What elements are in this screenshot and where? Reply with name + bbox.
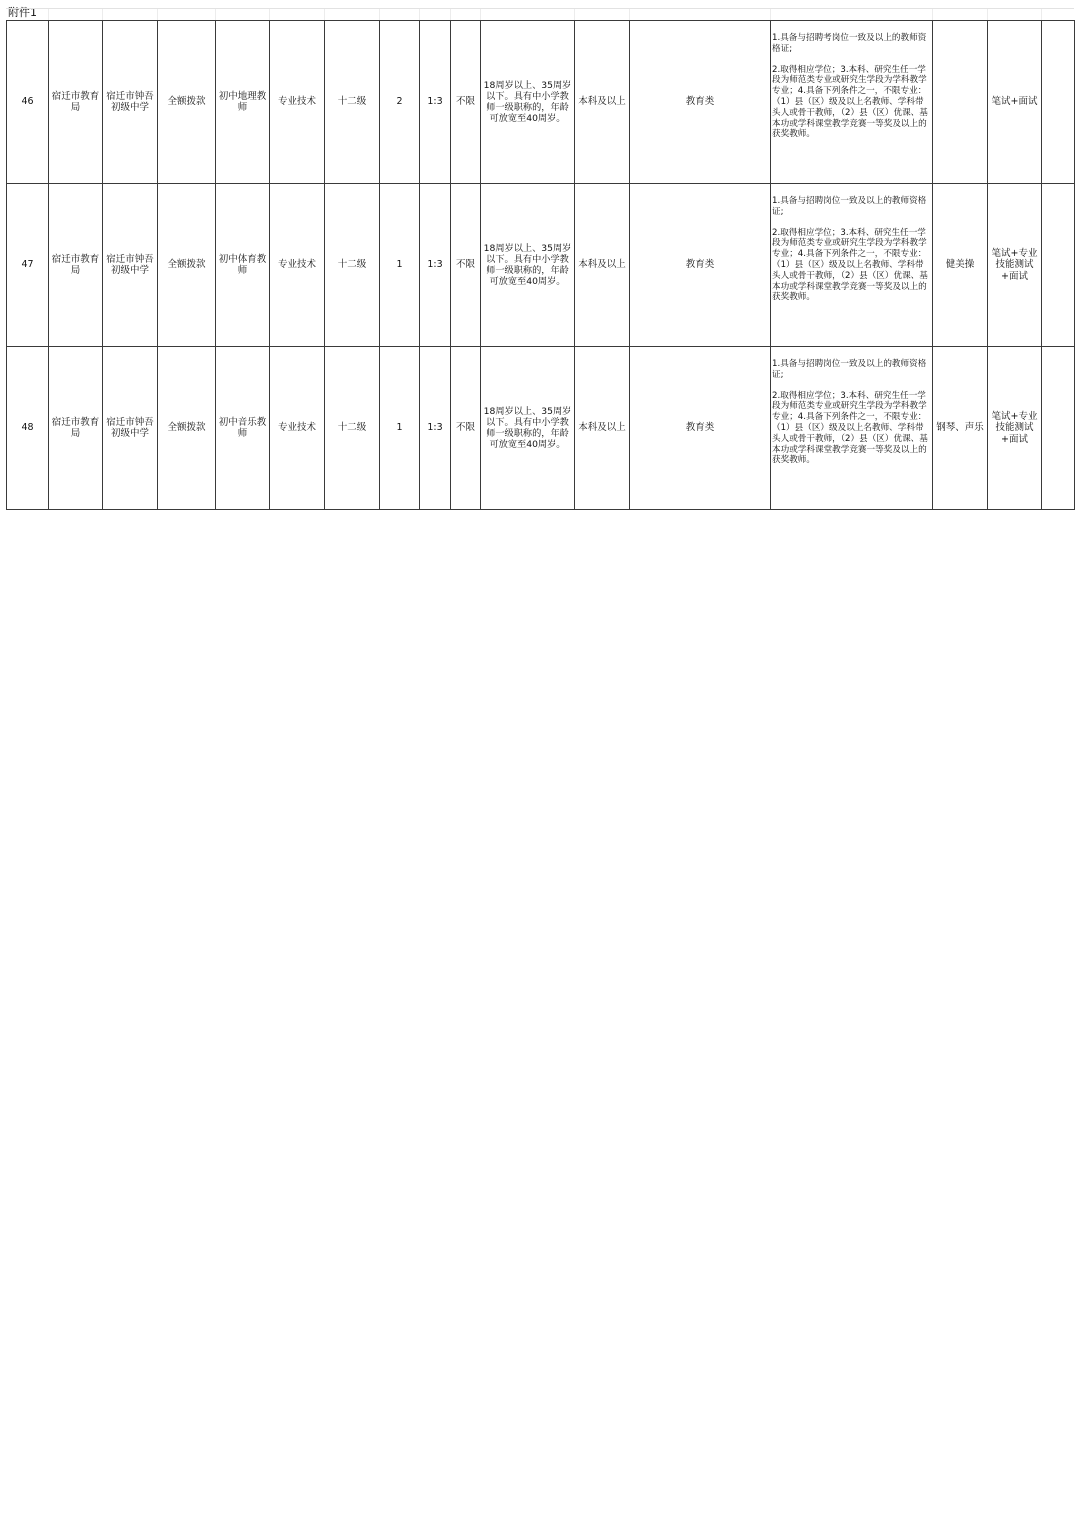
funding-type: 全额拨款 [158, 184, 216, 347]
education-requirement: 本科及以上 [575, 347, 630, 510]
employer-unit: 宿迁市钟吾初级中学 [103, 184, 158, 347]
applicant-limit: 不限 [451, 347, 481, 510]
department: 宿迁市教育局 [49, 21, 103, 184]
remarks [1042, 21, 1075, 184]
education-requirement: 本科及以上 [575, 21, 630, 184]
post-level: 十二级 [325, 21, 380, 184]
table-row [7, 184, 1075, 347]
requirement-item: 1.具备与招聘考岗位一致及以上的教师资格证; [772, 33, 927, 54]
requirement-item: 1.具备与招聘岗位一致及以上的教师资格证; [772, 359, 927, 380]
remarks [1042, 347, 1075, 510]
requirement-item: 2.取得相应学位；3.本科、研究生任一学段为师范类专业或研究生学段为学科教学专业；4.具备下列条件之一，不限专业：（1）县（区）级及以上名教师、学科带头人或骨干教师，（2）县（区）优课、基本功或学科课堂教学竞赛一等奖及以上的获奖教师。 [772, 390, 928, 466]
education-requirement: 本科及以上 [575, 184, 630, 347]
department: 宿迁市教育局 [49, 184, 103, 347]
exam-ratio: 1:3 [420, 21, 451, 184]
post-category: 专业技术 [270, 21, 325, 184]
row-number: 46 [7, 21, 49, 184]
exam-method: 笔试+专业技能测试+面试 [988, 184, 1042, 347]
requirement-item: 2.取得相应学位；3.本科、研究生任一学段为师范类专业或研究生学段为学科教学专业；4.具备下列条件之一，不限专业：（1）县（区）级及以上名教师、学科带头人或骨干教师，（2）县（区）优课、基本功或学科课堂教学竞赛一等奖及以上的获奖教师。 [772, 64, 928, 140]
exam-ratio: 1:3 [420, 347, 451, 510]
post-category: 专业技术 [270, 347, 325, 510]
requirement-item: 1.具备与招聘岗位一致及以上的教师资格证; [772, 196, 927, 217]
skill-test-item: 钢琴、声乐 [933, 347, 988, 510]
other-requirements [771, 21, 933, 184]
post-level: 十二级 [325, 184, 380, 347]
post-name: 初中音乐教师 [216, 347, 270, 510]
skill-test-item: 健美操 [933, 184, 988, 347]
table-row [7, 21, 1075, 184]
requirement-item: 2.取得相应学位；3.本科、研究生任一学段为师范类专业或研究生学段为学科教学专业；4.具备下列条件之一，不限专业：（1）县（区）级及以上名教师、学科带头人或骨干教师，（2）县（区）优课、基本功或学科课堂教学竞赛一等奖及以上的获奖教师。 [772, 227, 928, 303]
remarks [1042, 184, 1075, 347]
major-requirement: 教育类 [630, 347, 771, 510]
major-requirement: 教育类 [630, 184, 771, 347]
applicant-limit: 不限 [451, 184, 481, 347]
row-number: 48 [7, 347, 49, 510]
department: 宿迁市教育局 [49, 347, 103, 510]
hire-count: 2 [380, 21, 420, 184]
funding-type: 全额拨款 [158, 21, 216, 184]
employer-unit: 宿迁市钟吾初级中学 [103, 347, 158, 510]
row-number: 47 [7, 184, 49, 347]
applicant-limit: 不限 [451, 21, 481, 184]
exam-method: 笔试+专业技能测试+面试 [988, 347, 1042, 510]
table-row [7, 347, 1075, 510]
age-requirement: 18周岁以上、35周岁以下。具有中小学教师一级职称的，年龄可放宽至40周岁。 [481, 347, 575, 510]
skill-test-item [933, 21, 988, 184]
post-category: 专业技术 [270, 184, 325, 347]
post-level: 十二级 [325, 347, 380, 510]
hire-count: 1 [380, 184, 420, 347]
recruitment-table [6, 20, 1075, 510]
age-requirement: 18周岁以上、35周岁以下。具有中小学教师一级职称的，年龄可放宽至40周岁。 [481, 184, 575, 347]
age-requirement: 18周岁以上、35周岁以下。具有中小学教师一级职称的，年龄可放宽至40周岁。 [481, 21, 575, 184]
other-requirements [771, 347, 933, 510]
page-label: 附件1 [8, 6, 37, 19]
hire-count: 1 [380, 347, 420, 510]
other-requirements [771, 184, 933, 347]
exam-ratio: 1:3 [420, 184, 451, 347]
post-name: 初中体育教师 [216, 184, 270, 347]
post-name: 初中地理教师 [216, 21, 270, 184]
funding-type: 全额拨款 [158, 347, 216, 510]
employer-unit: 宿迁市钟吾初级中学 [103, 21, 158, 184]
exam-method: 笔试+面试 [988, 21, 1042, 184]
major-requirement: 教育类 [630, 21, 771, 184]
